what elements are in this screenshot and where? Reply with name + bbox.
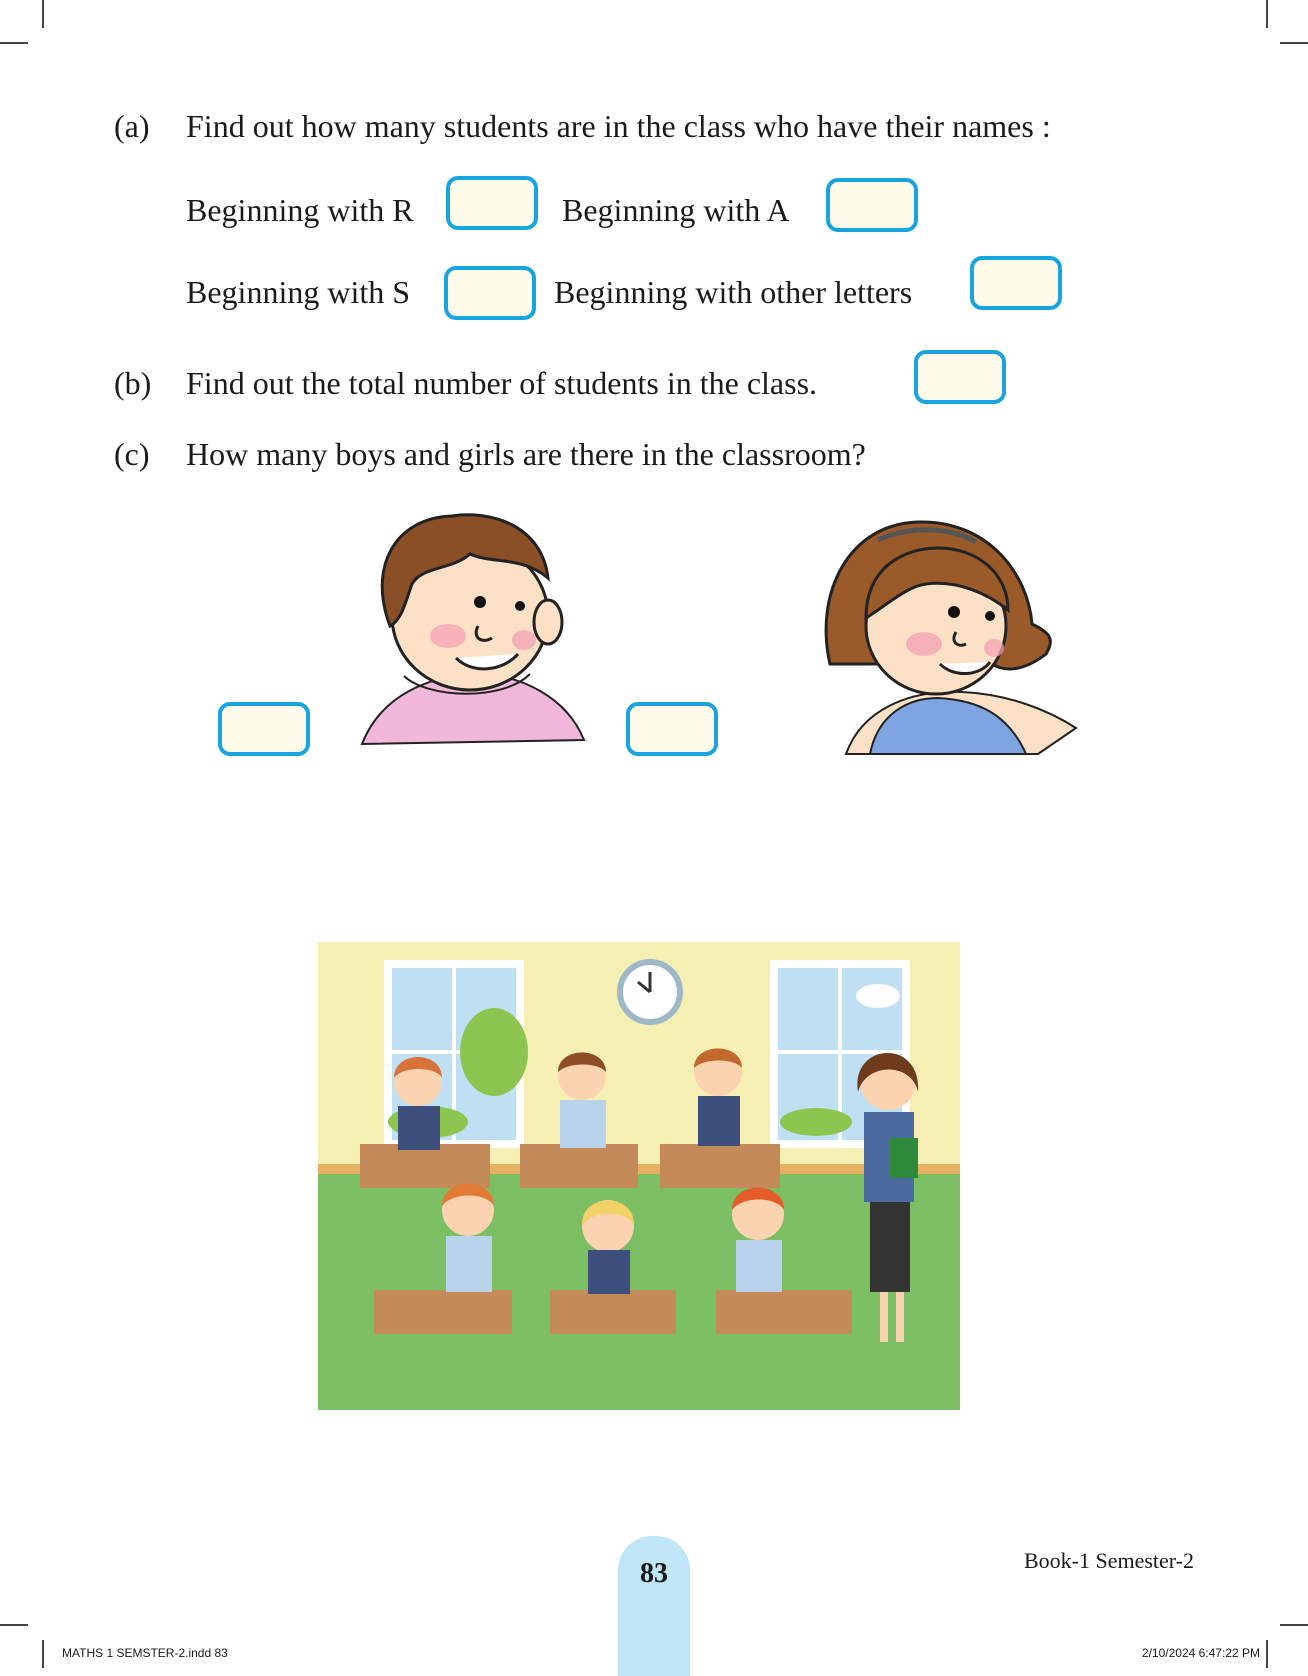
answer-box-girls[interactable] [626, 702, 718, 756]
book-label: Book-1 Semester-2 [1023, 1548, 1194, 1573]
beginning-r-label: Beginning with R [186, 192, 414, 228]
beginning-s-label: Beginning with S [186, 274, 411, 310]
classroom-illustration [318, 942, 960, 1410]
question-a-text: Find out how many students are in the class who have their names : [186, 108, 1051, 144]
timestamp: 2/10/2024 6:47:22 PM [1141, 1646, 1260, 1660]
answer-box-boys[interactable] [218, 702, 310, 756]
boy-illustration [352, 508, 592, 752]
crop-mark-bottom-left-v [42, 1640, 44, 1668]
answer-box-total[interactable] [914, 350, 1006, 404]
crop-mark-top-left-h [0, 42, 28, 44]
crop-mark-top-right-h [1280, 42, 1308, 44]
question-c-text: How many boys and girls are there in the classroom? [186, 436, 866, 472]
answer-box-other[interactable] [970, 256, 1062, 310]
page-number-tab [618, 1536, 690, 1676]
file-slug: MATHS 1 SEMSTER-2.indd 83 [62, 1646, 228, 1660]
beginning-other-label: Beginning with other letters [554, 274, 913, 310]
answer-box-r[interactable] [446, 176, 538, 230]
answer-box-a[interactable] [826, 178, 918, 232]
question-b-label: (b) [114, 365, 152, 401]
beginning-a-label: Beginning with A [562, 192, 790, 228]
question-c-label: (c) [114, 436, 150, 472]
question-b-text: Find out the total number of students in the class. [186, 365, 818, 401]
girl-illustration [808, 514, 1080, 758]
crop-mark-top-left-v [42, 0, 44, 28]
question-a-label: (a) [114, 108, 150, 144]
answer-box-s[interactable] [444, 266, 536, 320]
crop-mark-bottom-right-v [1266, 1640, 1268, 1668]
crop-mark-bottom-left-h [0, 1624, 28, 1626]
crop-mark-top-right-v [1266, 0, 1268, 28]
page-number: 83 [640, 1558, 668, 1589]
crop-mark-bottom-right-h [1280, 1624, 1308, 1626]
